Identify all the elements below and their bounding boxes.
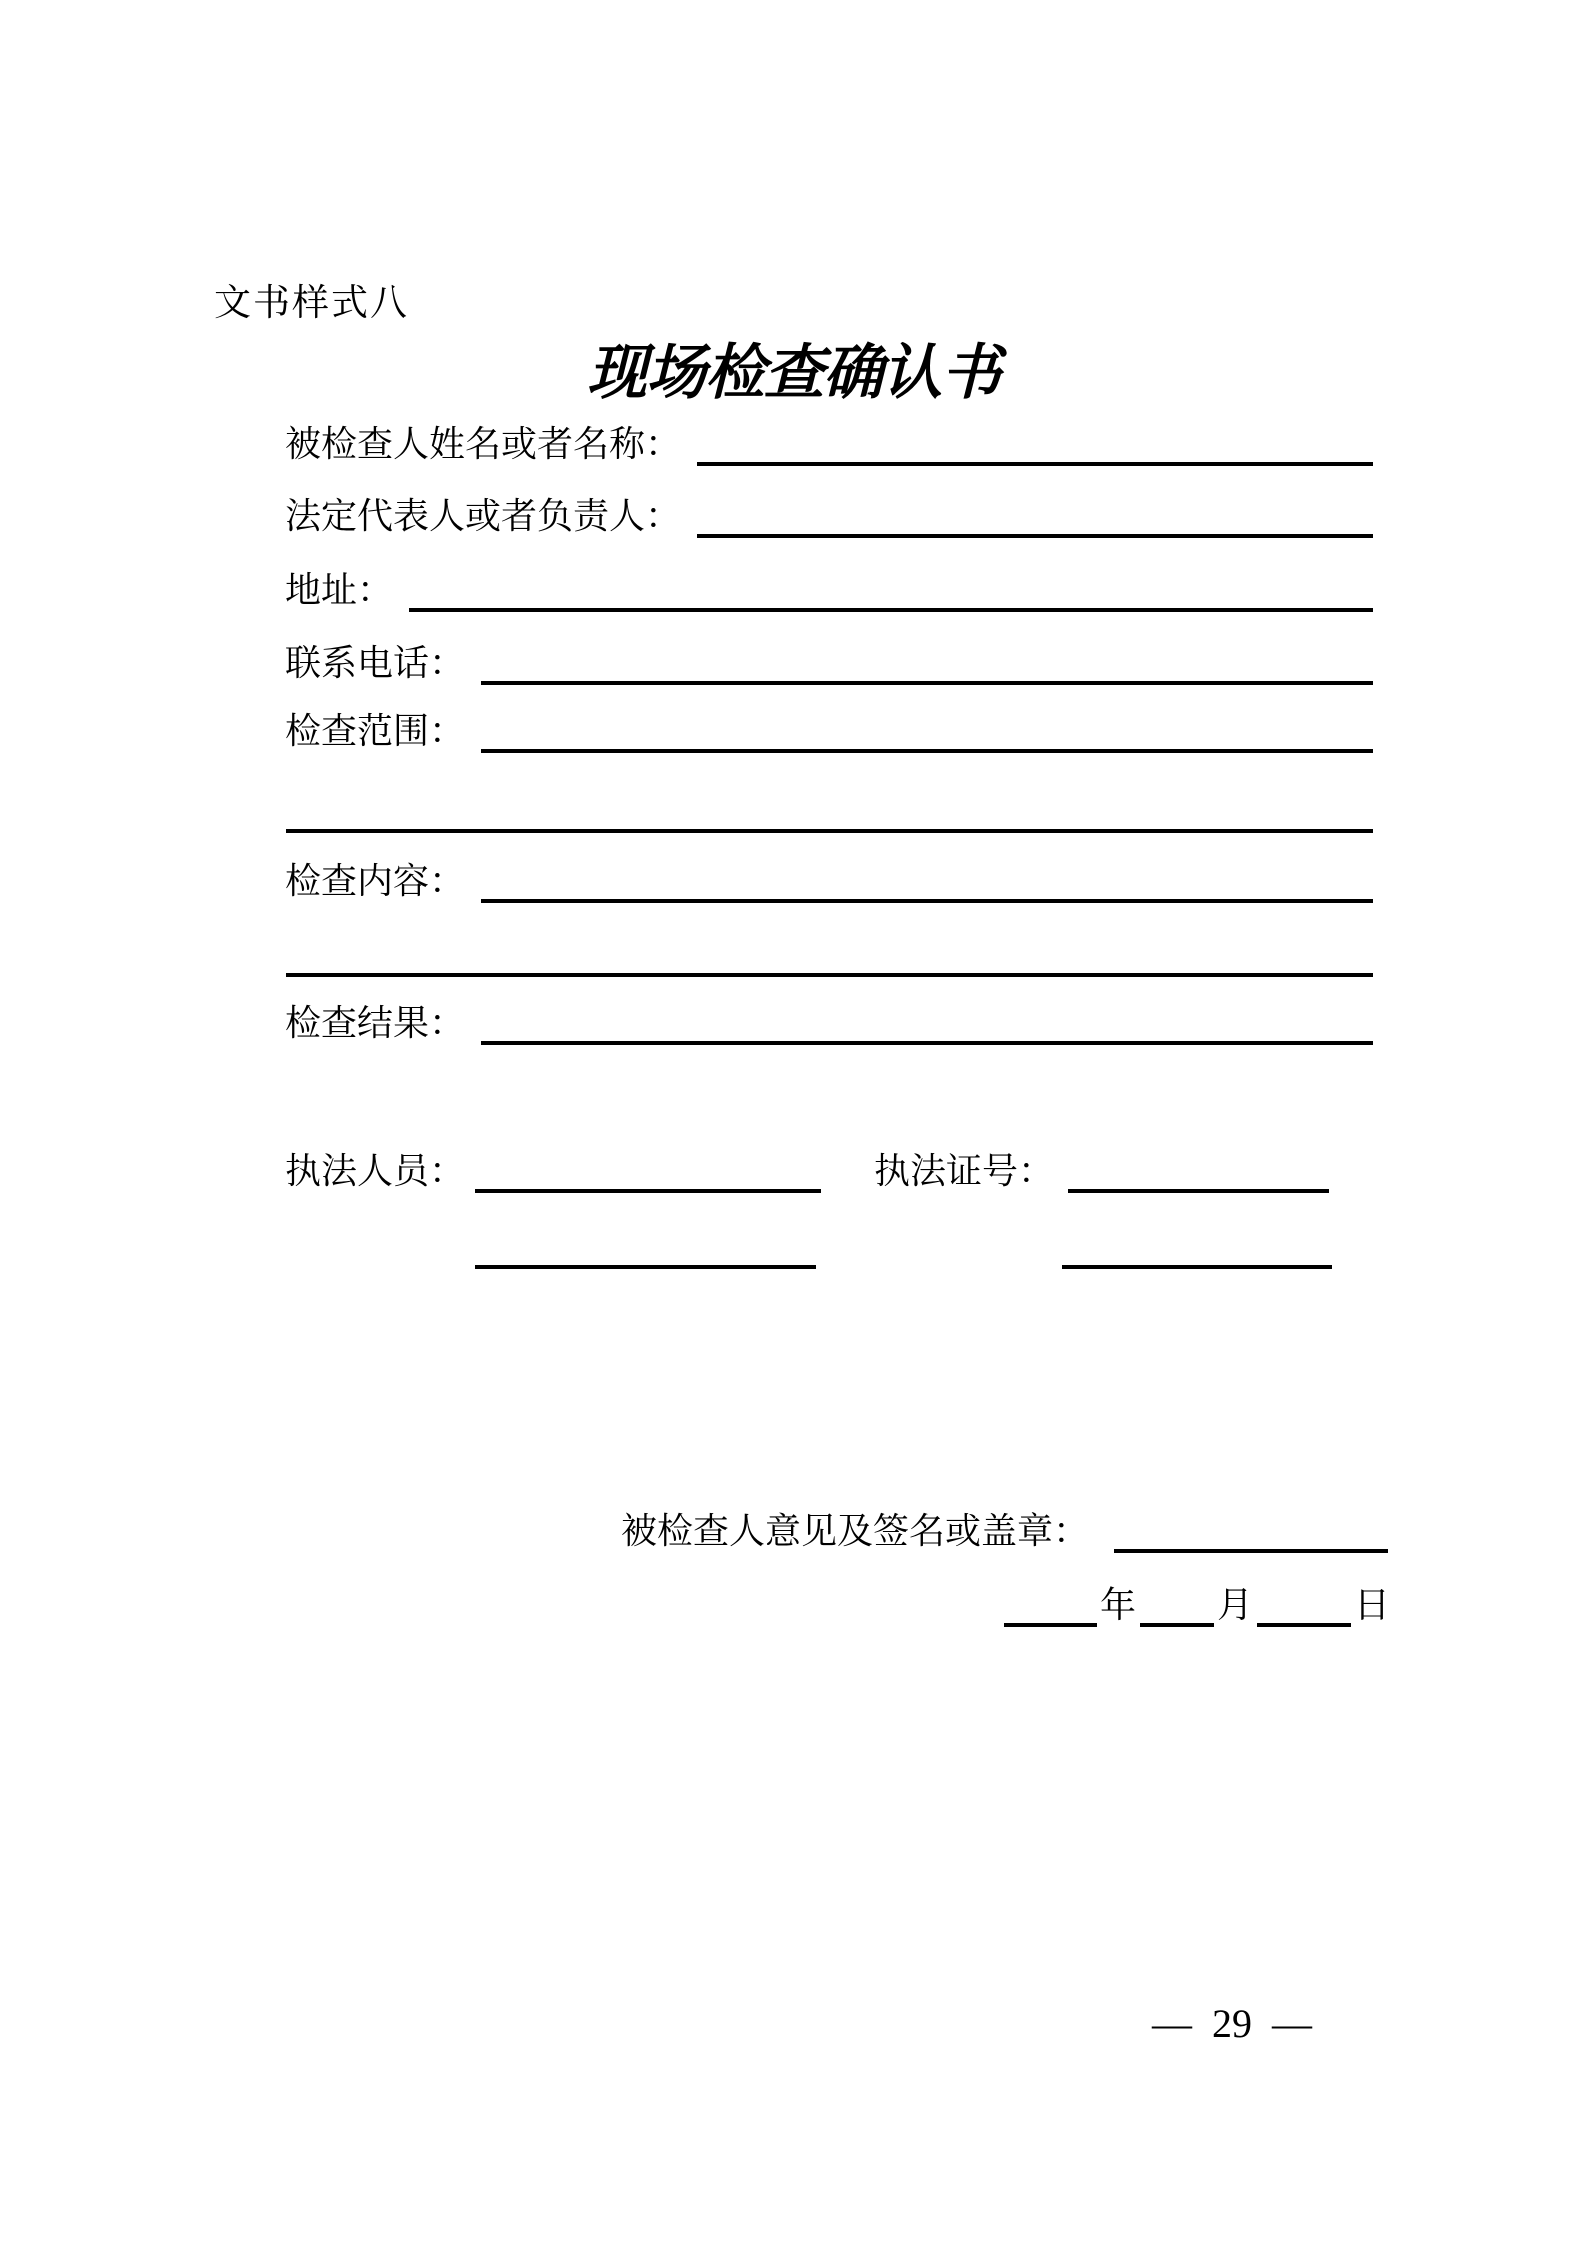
field-row-contact-phone — [285, 641, 1373, 685]
field-underline-law-officers-2 — [475, 1265, 816, 1269]
field-underline-law-cert-no-1 — [1068, 1149, 1329, 1193]
page-number-dash-left: — — [1152, 2001, 1192, 2046]
field-row-officers — [285, 1149, 1329, 1193]
field-underline-address — [409, 568, 1373, 612]
field-underline-signature — [1114, 1509, 1388, 1553]
field-label-inspection-result: 检查结果： — [285, 1003, 466, 1043]
date-underline-year — [1004, 1583, 1097, 1627]
date-underline-month — [1140, 1583, 1214, 1627]
date-row — [1004, 1583, 1390, 1627]
field-underline-law-officers-1 — [475, 1149, 821, 1193]
field-row-address — [285, 568, 1373, 612]
field-underline-inspection-content — [481, 859, 1373, 903]
field-label-law-cert-no: 执法证号： — [874, 1151, 1055, 1191]
continuation-line-inspection-scope — [286, 829, 1373, 833]
date-underline-day — [1257, 1583, 1351, 1627]
field-label-legal-representative: 法定代表人或者负责人： — [285, 496, 682, 536]
field-underline-inspection-scope — [481, 709, 1373, 753]
field-row-legal-representative — [285, 494, 1373, 538]
page-number — [1152, 2000, 1312, 2048]
field-underline-inspection-result — [481, 1001, 1373, 1045]
page-number-value: 29 — [1212, 2001, 1252, 2046]
date-label-year: 年 — [1099, 1585, 1136, 1625]
continuation-line-inspection-content — [286, 973, 1373, 977]
field-row-inspection-result — [285, 1001, 1373, 1045]
field-underline-law-cert-no-2 — [1062, 1265, 1332, 1269]
field-underline-legal-representative — [697, 494, 1373, 538]
doc-style-label: 文书样式八 — [214, 283, 409, 324]
field-label-inspection-content: 检查内容： — [285, 861, 466, 901]
field-underline-inspected-name — [697, 422, 1373, 466]
page-number-dash-right: — — [1272, 2001, 1312, 2046]
field-row-signature — [621, 1509, 1388, 1553]
field-underline-contact-phone — [481, 641, 1373, 685]
date-label-month: 月 — [1216, 1585, 1253, 1625]
field-row-inspection-content — [285, 859, 1373, 903]
field-label-contact-phone: 联系电话： — [285, 643, 466, 683]
field-label-address: 地址： — [285, 570, 394, 610]
field-label-inspection-scope: 检查范围： — [285, 711, 466, 751]
field-label-law-officers: 执法人员： — [285, 1151, 466, 1191]
field-label-signature: 被检查人意见及签名或盖章： — [621, 1511, 1090, 1551]
field-row-inspection-scope — [285, 709, 1373, 753]
document-title: 现场检查确认书 — [587, 340, 1000, 406]
date-label-day: 日 — [1353, 1585, 1390, 1625]
field-label-inspected-name: 被检查人姓名或者名称： — [285, 424, 682, 464]
field-row-inspected-name — [285, 422, 1373, 466]
